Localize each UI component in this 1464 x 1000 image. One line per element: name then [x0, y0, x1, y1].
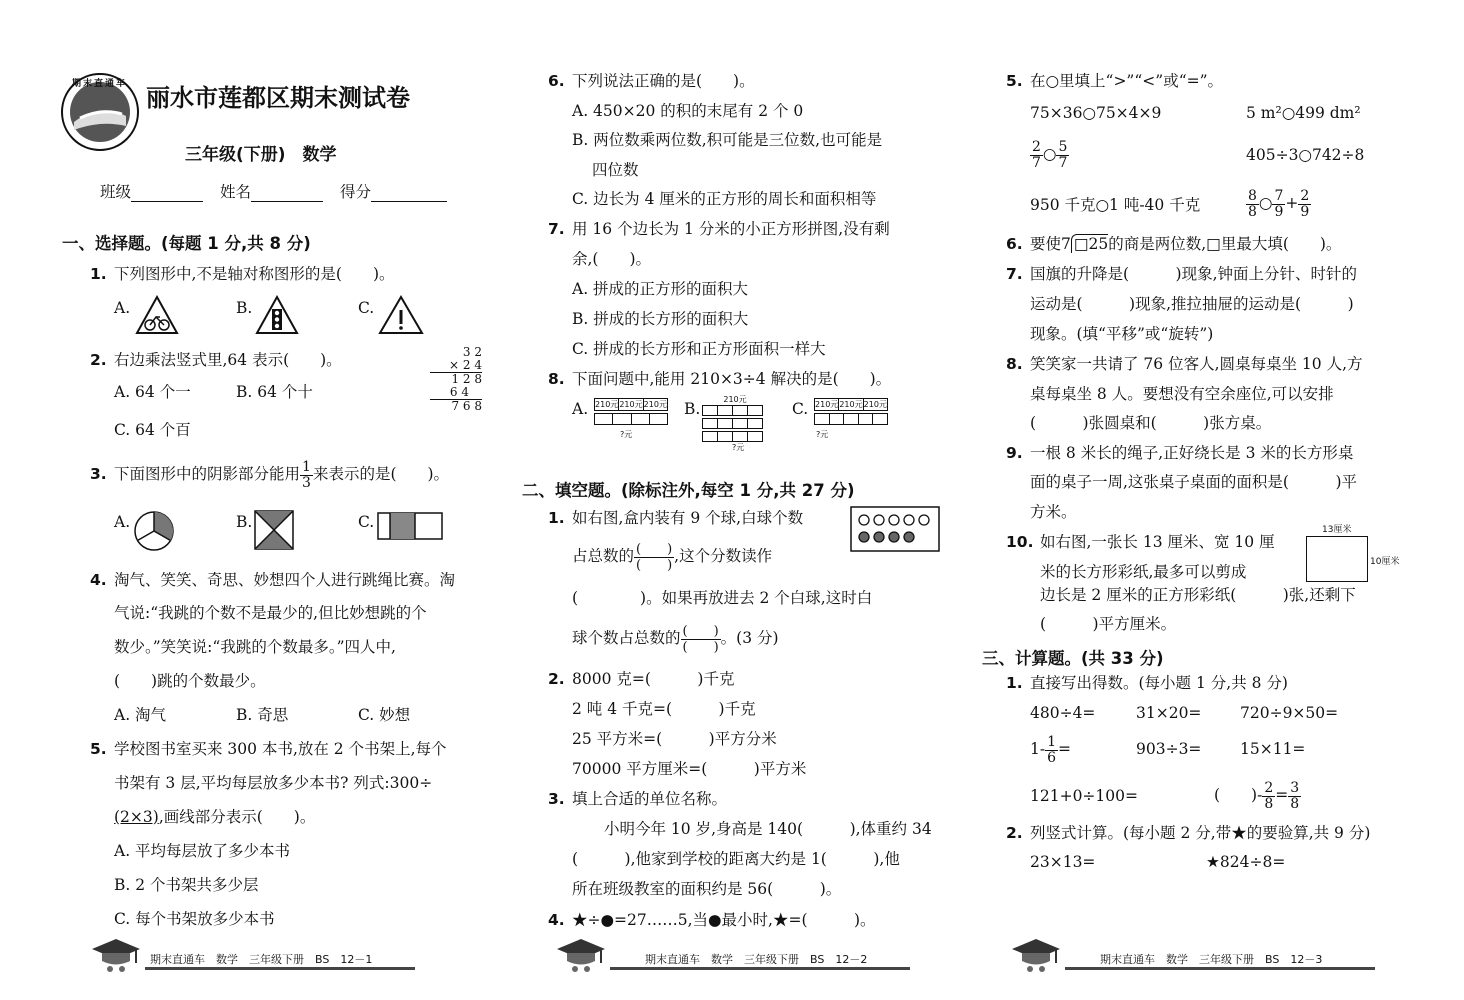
f4-number: 4.	[548, 911, 565, 929]
fraction	[1056, 140, 1069, 171]
frac-den: 7	[1032, 154, 1041, 171]
c1-number: 1.	[1006, 674, 1023, 692]
frac-num: ( )	[682, 623, 719, 639]
q-label: ?元	[620, 430, 633, 439]
fraction	[1298, 189, 1311, 220]
footer-2	[555, 945, 915, 975]
f1-number: 1.	[548, 509, 565, 527]
c1-c[interactable]: 720÷9×50=	[1240, 704, 1339, 722]
q8-number: 8.	[548, 370, 565, 388]
footer-bar-1	[145, 967, 415, 970]
f9-line-1: 一根 8 米长的绳子,正好绕长是 3 米的长方形桌	[1030, 444, 1354, 462]
rectangle	[1306, 536, 1368, 582]
q7-option-b[interactable]: B. 拼成的长方形的面积大	[572, 310, 749, 328]
f6-pre: 要使7	[1030, 235, 1071, 253]
height-label: 10厘米	[1370, 557, 1400, 567]
q3-pre: 下面图形中的阴影部分能用	[114, 465, 301, 483]
q8-text: 下面问题中,能用 210×3÷4 解决的是( )。	[572, 370, 892, 388]
f5-text: 在○里填上“>”“<”或“=”。	[1030, 72, 1224, 90]
frac-num: 2	[1300, 187, 1310, 204]
frac-den: 8	[1264, 795, 1274, 812]
q6-option-b-1[interactable]: B. 两位数乘两位数,积可能是三位数,也可能是	[572, 131, 883, 149]
c1-h[interactable]	[1214, 777, 1301, 813]
class-label	[100, 182, 203, 202]
section-2-title: 二、填空题。(除标注外,每空 1 分,共 27 分)	[522, 481, 855, 500]
compare-circle[interactable]: ○	[1258, 194, 1273, 212]
f2-number: 2.	[548, 670, 565, 688]
f5-c[interactable]	[1030, 136, 1069, 172]
exam-title: 丽水市莲都区期末测试卷	[146, 84, 410, 112]
q1-option-b[interactable]: B.	[236, 299, 253, 317]
d-pre: 1-	[1030, 740, 1046, 758]
q2-option-c[interactable]: C. 64 个百	[114, 421, 191, 439]
cell: 210元	[595, 400, 619, 409]
f8-number: 8.	[1006, 355, 1023, 373]
graduation-cap-icon	[90, 937, 142, 973]
one-third-fraction	[300, 460, 313, 491]
f1-line-2	[572, 538, 772, 574]
q6-option-b-2: 四位数	[592, 161, 639, 179]
q4-option-c[interactable]: C. 妙想	[358, 706, 411, 724]
name-label-text: 姓名	[220, 183, 252, 201]
frac-den: 8	[1248, 203, 1257, 220]
plus-sign: +	[1285, 194, 1299, 212]
score-label	[340, 182, 447, 202]
f7-line-3: 现象。(填“平移”或“旋转”)	[1030, 325, 1214, 343]
f2-a[interactable]: 8000 克=( )千克	[572, 670, 735, 688]
page-1	[0, 0, 500, 1000]
q1-option-a[interactable]: A.	[114, 299, 131, 317]
footer-bar-3	[1065, 967, 1375, 970]
f3-line-1[interactable]: 小明今年 10 岁,身高是 140( ),体重约 34	[604, 820, 932, 838]
q2-option-a[interactable]: A. 64 个一	[114, 383, 191, 401]
frac-den: 3	[302, 474, 311, 491]
warning-sign-icon	[378, 295, 424, 335]
q3-post: 来表示的是( )。	[312, 465, 450, 483]
f10-line-3[interactable]: 边长是 2 厘米的正方形彩纸( )张,还剩下	[1040, 586, 1356, 604]
q8-option-b[interactable]: B.	[684, 400, 701, 418]
f8-line-3[interactable]: ( )张圆桌和( )张方桌。	[1030, 414, 1272, 432]
page-3	[970, 0, 1464, 1000]
c1-e[interactable]: 903÷3=	[1136, 740, 1202, 758]
q8-diagram-b	[702, 394, 768, 464]
frac-num: 5	[1058, 138, 1068, 155]
cell: 210元	[863, 400, 887, 409]
q5-underlined: (2×3)	[114, 808, 159, 826]
cell: 210元	[643, 400, 667, 409]
footer-text-3: 期末直通车 数学 三年级下册 BS 12－3	[1100, 953, 1323, 966]
q8-diagram-c	[814, 398, 888, 448]
f5-d[interactable]: 405÷3○742÷8	[1246, 146, 1365, 164]
c2-text: 列竖式计算。(每小题 2 分,带★的要验算,共 9 分)	[1030, 824, 1371, 842]
f3-text: 填上合适的单位名称。	[572, 790, 728, 808]
f8-line-2: 桌每桌坐 8 人。要想没有空余座位,可以安排	[1030, 385, 1334, 403]
c1-d[interactable]	[1030, 731, 1071, 767]
q3-number: 3.	[90, 465, 107, 483]
vm-line-5: 7 6 8	[451, 399, 482, 413]
traffic-light-sign-icon	[255, 295, 299, 335]
f10-line-2: 米的长方形彩纸,最多可以剪成	[1040, 563, 1247, 581]
f10-rectangle-diagram	[1306, 522, 1416, 584]
f6-number: 6.	[1006, 235, 1023, 253]
f5-e[interactable]: 950 千克○1 吨-40 千克	[1030, 196, 1201, 214]
c2-b[interactable]: ★824÷8=	[1206, 853, 1286, 871]
c1-text: 直接写出得数。(每小题 1 分,共 8 分)	[1030, 674, 1288, 692]
fraction	[1262, 781, 1275, 812]
frac-den: 6	[1047, 749, 1057, 766]
q8-diagram-a	[594, 398, 668, 448]
exam-subtitle: 三年级(下册) 数学	[185, 145, 337, 165]
f1-blank-fraction[interactable]	[634, 542, 674, 573]
section-3-title: 三、计算题。(共 33 分)	[982, 649, 1164, 668]
frac-den: ( )	[682, 639, 719, 655]
footer-bar-2	[610, 967, 910, 970]
h-mid: =	[1275, 786, 1289, 804]
cell: 210元	[815, 400, 839, 409]
f3-line-2[interactable]: ( ),他家到学校的距离大约是 1( ),他	[572, 850, 900, 868]
q2-number: 2.	[90, 351, 107, 369]
f2-d[interactable]: 70000 平方厘米=( )平方米	[572, 760, 807, 778]
f10-line-4[interactable]: ( )平方厘米。	[1040, 615, 1177, 633]
q6-text: 下列说法正确的是( )。	[572, 72, 755, 90]
q7-number: 7.	[548, 220, 565, 238]
q5-number: 5.	[90, 740, 107, 758]
q3-text	[114, 456, 449, 492]
f7-line-2[interactable]: 运动是( )现象,推拉抽屉的运动是( )	[1030, 295, 1354, 313]
q6-number: 6.	[548, 72, 565, 90]
class-blank[interactable]	[131, 201, 203, 202]
f2-b[interactable]: 2 吨 4 千克=( )千克	[572, 700, 756, 718]
frac-num: 3	[1290, 779, 1300, 796]
footer-1	[90, 945, 420, 975]
name-label	[220, 182, 323, 202]
f3-line-3[interactable]: 所在班级教室的面积约是 56( )。	[572, 880, 842, 898]
fraction	[1272, 189, 1285, 220]
q2-text: 右边乘法竖式里,64 表示( )。	[114, 351, 342, 369]
cell: 210元	[839, 400, 863, 409]
q3-option-c[interactable]: C.	[358, 513, 375, 531]
q3-option-b[interactable]: B.	[236, 513, 253, 531]
q2-vertical-multiplication	[430, 346, 482, 413]
f2-c[interactable]: 25 平方米=( )平方分米	[572, 730, 777, 748]
q6-option-a[interactable]: A. 450×20 的积的末尾有 2 个 0	[572, 102, 804, 120]
d-post: =	[1058, 740, 1072, 758]
frac-den: 7	[1058, 154, 1068, 171]
q-label: ?元	[732, 443, 745, 452]
name-blank[interactable]	[251, 201, 323, 202]
c2-a[interactable]: 23×13=	[1030, 853, 1096, 871]
compare-circle[interactable]: ○	[1042, 145, 1057, 163]
q8-option-c[interactable]: C.	[792, 400, 809, 418]
c1-a[interactable]: 480÷4=	[1030, 704, 1096, 722]
frac-den: ( )	[636, 557, 673, 573]
q3-option-a[interactable]: A.	[114, 513, 131, 531]
f1-l2a: 占总数的	[572, 547, 635, 565]
division-bracket: □25	[1071, 234, 1108, 253]
square-diagonals-icon	[254, 510, 294, 550]
frac-num: ( )	[636, 541, 673, 557]
score-blank[interactable]	[371, 201, 447, 202]
f5-number: 5.	[1006, 72, 1023, 90]
rectangle-thirds-icon	[377, 512, 443, 540]
section-1-title: 一、选择题。(每题 1 分,共 8 分)	[62, 234, 311, 253]
q7-line-2: 余,( )。	[572, 250, 652, 268]
c2-number: 2.	[1006, 824, 1023, 842]
top-label: 210元	[723, 395, 747, 404]
f7-line-1[interactable]: 国旗的升降是( )现象,钟面上分针、时针的	[1030, 265, 1358, 283]
q4-line-4: ( )跳的个数最少。	[114, 672, 266, 690]
frac-num: 8	[1248, 187, 1257, 204]
q5-option-a[interactable]: A. 平均每层放了多少本书	[114, 842, 291, 860]
f9-line-3: 方米。	[1030, 503, 1077, 521]
q4-option-b[interactable]: B. 奇思	[236, 706, 289, 724]
q5-line-3-rest: ,画线部分表示( )。	[158, 808, 316, 826]
frac-den: 8	[1290, 795, 1300, 812]
f6-post: 的商是两位数,□里最大填( )。	[1108, 235, 1342, 253]
f3-number: 3.	[548, 790, 565, 808]
footer-3	[1010, 945, 1410, 975]
frac-den: 9	[1274, 203, 1284, 220]
q4-line-1: 淘气、笑笑、奇思、妙想四个人进行跳绳比赛。淘	[114, 571, 456, 589]
q4-line-3: 数少。”笑笑说:“我跳的个数最多。”四人中,	[114, 638, 396, 656]
c1-g[interactable]: 121+0÷100=	[1030, 787, 1138, 805]
ball-box-diagram	[850, 506, 940, 552]
q4-option-a[interactable]: A. 淘气	[114, 706, 167, 724]
q5-option-b[interactable]: B. 2 个书架共多少层	[114, 876, 259, 894]
score-label-text: 得分	[340, 183, 372, 201]
q7-option-a[interactable]: A. 拼成的正方形的面积大	[572, 280, 749, 298]
vm-line-4: 6 4	[430, 386, 482, 400]
vm-line-1: 3 2	[462, 345, 482, 359]
fraction	[1030, 140, 1043, 171]
q5-line-1: 学校图书室买来 300 本书,放在 2 个书架上,每个	[114, 740, 447, 758]
frac-num: 2	[1032, 138, 1041, 155]
frac-den: 9	[1300, 203, 1310, 220]
vm-line-3: 1 2 8	[451, 372, 482, 386]
frac-num: 1	[302, 458, 311, 475]
q7-line-1: 用 16 个边长为 1 分米的小正方形拼图,没有剩	[572, 220, 890, 238]
f4-text[interactable]: ★÷●=27……5,当●最小时,★=( )。	[572, 911, 876, 929]
f10-number: 10.	[1006, 533, 1034, 551]
f9-line-2[interactable]: 面的桌子一周,这张桌子桌面的面积是( )平	[1030, 473, 1358, 491]
q6-option-c[interactable]: C. 边长为 4 厘米的正方形的周长和面积相等	[572, 190, 877, 208]
q5-line-2: 书架有 3 层,平均每层放多少本书? 列式:300÷	[114, 774, 433, 792]
f6-text[interactable]	[1030, 234, 1341, 254]
c1-b[interactable]: 31×20=	[1136, 704, 1202, 722]
frac-num: 7	[1274, 187, 1284, 204]
f1-line-1: 如右图,盒内装有 9 个球,白球个数	[572, 509, 804, 527]
fraction	[1045, 735, 1058, 766]
q5-line-3	[114, 807, 315, 827]
footer-text-1: 期末直通车 数学 三年级下册 BS 12－1	[150, 953, 373, 966]
f1-l4a: 球个数占总数的	[572, 629, 681, 647]
bicycle-sign-icon	[135, 295, 179, 335]
graduation-cap-icon	[1010, 937, 1062, 973]
q1-number: 1.	[90, 265, 107, 283]
fraction	[1288, 781, 1301, 812]
f5-b[interactable]: 5 m²○499 dm²	[1246, 104, 1361, 122]
vm-line-2: × 2 4	[430, 359, 482, 373]
circle-divided-icon	[133, 510, 175, 552]
frac-num: 2	[1264, 779, 1274, 796]
page-2	[500, 0, 970, 1000]
footer-text-2: 期末直通车 数学 三年级下册 BS 12－2	[645, 953, 868, 966]
f1-l2b: ,这个分数读作	[674, 547, 773, 565]
f1-l4b: 。(3 分)	[720, 629, 779, 647]
f1-line-4	[572, 620, 779, 656]
q2-option-b[interactable]: B. 64 个十	[236, 383, 313, 401]
f9-number: 9.	[1006, 444, 1023, 462]
q4-number: 4.	[90, 571, 107, 589]
f8-line-1: 笑笑家一共请了 76 位客人,圆桌每桌坐 10 人,方	[1030, 355, 1363, 373]
q-label: ?元	[816, 430, 829, 439]
frac-num: 1	[1047, 733, 1057, 750]
f7-number: 7.	[1006, 265, 1023, 283]
width-label: 13厘米	[1322, 525, 1352, 535]
c1-f[interactable]: 15×11=	[1240, 740, 1306, 758]
h-pre: ( )-	[1214, 786, 1263, 804]
q4-line-2: 气说:“我跳的个数不是最少的,但比妙想跳的个	[114, 604, 427, 622]
f5-f[interactable]	[1246, 185, 1311, 221]
q7-option-c[interactable]: C. 拼成的长方形和正方形面积一样大	[572, 340, 826, 358]
q1-option-c[interactable]: C.	[358, 299, 375, 317]
graduation-cap-icon	[555, 937, 607, 973]
q1-text: 下列图形中,不是轴对称图形的是( )。	[114, 265, 395, 283]
fraction	[1246, 189, 1259, 220]
f1-line-3: ( )。如果再放进去 2 个白球,这时白	[572, 589, 873, 607]
f5-a[interactable]: 75×36○75×4×9	[1030, 104, 1162, 122]
f10-line-1: 如右图,一张长 13 厘米、宽 10 厘	[1040, 533, 1275, 551]
q8-option-a[interactable]: A.	[572, 400, 589, 418]
cell: 210元	[619, 400, 643, 409]
f1-blank-fraction-2[interactable]	[681, 624, 721, 655]
q5-option-c[interactable]: C. 每个书架放多少本书	[114, 910, 275, 928]
class-label-text: 班级	[100, 183, 132, 201]
logo-text: 期末直通车	[72, 79, 128, 89]
